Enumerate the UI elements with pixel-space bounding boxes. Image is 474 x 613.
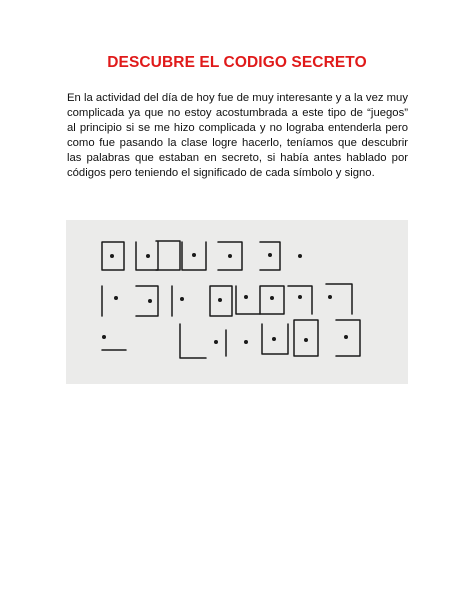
symbol-r3-2	[180, 324, 206, 358]
symbol-r2-5	[236, 286, 260, 314]
code-symbols-photo	[66, 220, 408, 384]
symbol-r3-6	[336, 320, 360, 356]
page-title: DESCUBRE EL CODIGO SECRETO	[107, 54, 367, 71]
symbol-r2-7	[288, 286, 312, 314]
body-paragraph: En la actividad del día de hoy fue de muy interesante y a la vez muy complicada ya que no estoy acostumbrada a este tipo de “juegos” al principio si se me hizo complicada y no lograba entenderla pero como fue pasando la clase logre hacerlo, teníamos que descubrir las palabras que estaban en secreto, si había antes hablado por códigos pero teniendo el significado de cada símbolo y signo.	[67, 92, 408, 179]
handwritten-symbols-drawing	[66, 220, 408, 384]
symbol-r1-3	[156, 241, 180, 270]
symbol-r2-2	[136, 286, 158, 316]
symbol-r2-8	[326, 284, 352, 314]
